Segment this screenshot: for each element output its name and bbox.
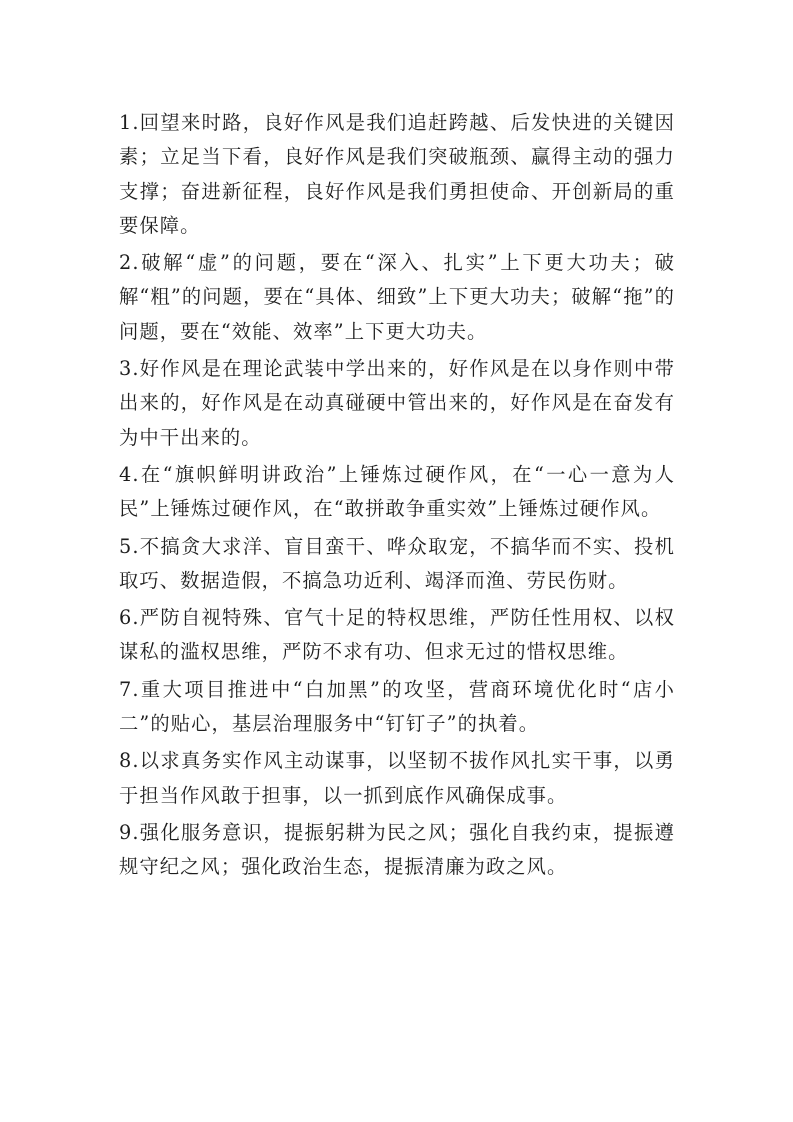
document-body [119, 106, 675, 888]
paragraph-6: 6.严防自视特殊、官气十足的特权思维，严防任性用权、以权谋私的滥权思维，严防不求有功、但求无过的惜权思维。 [119, 606, 675, 664]
paragraph-3: 3.好作风是在理论武装中学出来的，好作风是在以身作则中带出来的，好作风是在动真碰硬中管出来的，好作风是在奋发有为中干出来的。 [119, 357, 675, 449]
paragraph-2: 2.破解“虚”的问题，要在“深入、扎实”上下更大功夫；破解“粗”的问题，要在“具体、细致”上下更大功夫；破解“拖”的问题，要在“效能、效率”上下更大功夫。 [119, 251, 675, 343]
paragraph-9: 9.强化服务意识，提振躬耕为民之风；强化自我约束，提振遵规守纪之风；强化政治生态，提振清廉为政之风。 [119, 820, 675, 879]
paragraph-8: 8.以求真务实作风主动谋事，以坚韧不拔作风扎实干事，以勇于担当作风敢于担事，以一抓到底作风确保成事。 [119, 749, 675, 807]
paragraph-4: 4.在“旗帜鲜明讲政治”上锤炼过硬作风，在“一心一意为人民”上锤炼过硬作风，在“敢拼敢争重实效”上锤炼过硬作风。 [119, 462, 675, 521]
paragraph-5: 5.不搞贪大求洋、盲目蛮干、哗众取宠，不搞华而不实、投机取巧、数据造假，不搞急功近利、竭泽而渔、劳民伤财。 [119, 534, 675, 592]
paragraph-1: 1.回望来时路，良好作风是我们追赶跨越、后发快进的关键因素；立足当下看，良好作风是我们突破瓶颈、赢得主动的强力支撑；奋进新征程，良好作风是我们勇担使命、开创新局的重要保障。 [119, 111, 675, 237]
paragraph-7: 7.重大项目推进中“白加黑”的攻坚，营商环境优化时“店小二”的贴心，基层治理服务中“钉钉子”的执着。 [119, 677, 675, 736]
